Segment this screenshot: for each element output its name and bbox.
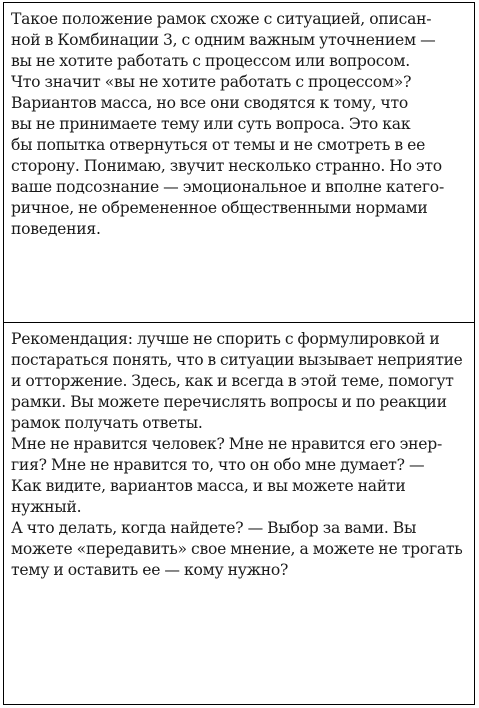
text-line: рамки. Вы можете перечислять вопросы и по реакции	[11, 393, 447, 411]
table-cell-bottom	[4, 323, 474, 704]
text-line: вы не хотите работать с процессом или вопросом.	[11, 52, 410, 70]
text-line: Что значит «вы не хотите работать с процессом»?	[11, 73, 412, 91]
text-line: нужный.	[11, 498, 82, 516]
text-line: гия? Мне не нравится то, что он обо мне думает? —	[11, 456, 425, 474]
text-line: ваше подсознание — эмоциональное и вполне катего-	[11, 178, 444, 196]
text-line: Как видите, вариантов масса, и вы можете найти	[11, 477, 406, 495]
text-line: сторону. Понимаю, звучит несколько странно. Но это	[11, 157, 442, 175]
text-line: поведения.	[11, 220, 101, 238]
text-line: ричное, не обремененное общественными нормами	[11, 199, 428, 217]
text-line: бы попытка отвернуться от темы и не смотреть в ее	[11, 136, 426, 154]
text-line: Такое положение рамок схоже с ситуацией, описан-	[11, 10, 432, 28]
text-line: Рекомендация: лучше не спорить с формулировкой и	[11, 330, 440, 348]
table-cell-top	[4, 3, 474, 323]
text-line: рамок получать ответы.	[11, 414, 203, 432]
text-line: А что делать, когда найдете? — Выбор за вами. Вы	[11, 519, 417, 537]
text-line: тему и оставить ее — кому нужно?	[11, 561, 289, 579]
text-table	[3, 2, 475, 705]
text-line: постараться понять, что в ситуации вызывает неприятие	[11, 351, 463, 369]
text-line: Вариантов масса, но все они сводятся к тому, что	[11, 94, 408, 112]
text-line: можете «передавить» свое мнение, а можете не трогать	[11, 540, 463, 558]
text-line: и отторжение. Здесь, как и всегда в этой теме, помогут	[11, 372, 454, 390]
text-line: Мне не нравится человек? Мне не нравится его энер-	[11, 435, 442, 453]
text-line: ной в Комбинации 3, с одним важным уточнением —	[11, 31, 436, 49]
text-line: вы не принимаете тему или суть вопроса. Это как	[11, 115, 411, 133]
